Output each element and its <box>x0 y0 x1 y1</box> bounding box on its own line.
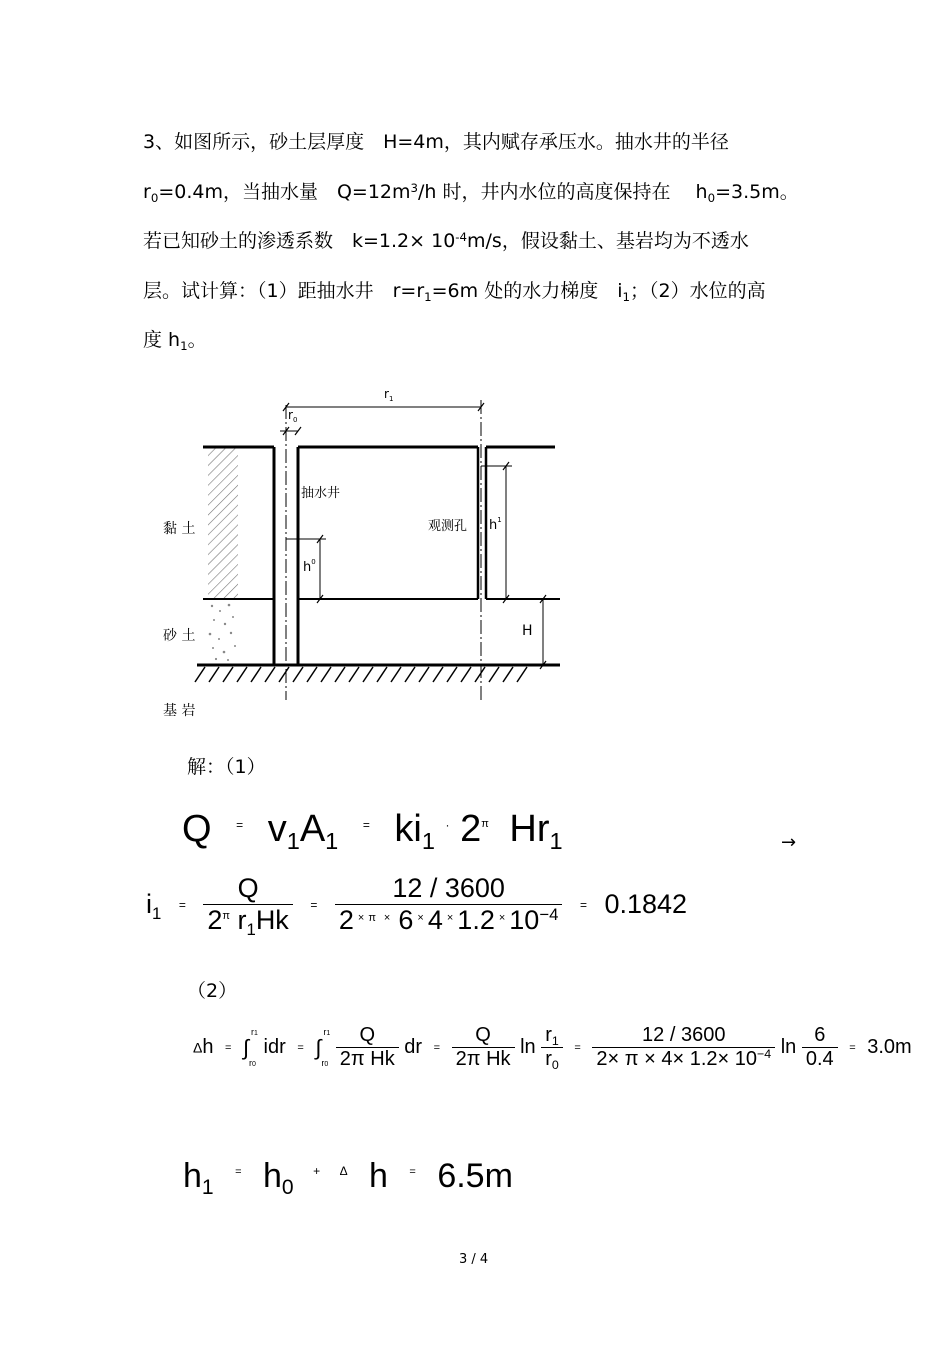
equation-2: $i_1$ = $\frac{Q}{2^\pi r_1Hk}$ = $\frac{12 / 3600}{2 ^\times ^\pi ^\times 6 ^\times 4 ^\times 1.2 ^\times 10^{-4}}$ = 0.1842 <box>146 873 688 939</box>
bedrock-hatch <box>195 667 527 682</box>
label-observation-hole: 观测孔 <box>428 519 468 534</box>
equation-4: $h_1$ = $h_0$ + $^\Delta$ h = 6.5m <box>183 1157 513 1200</box>
label-h0: $h^0$ <box>303 558 316 575</box>
aquifer-diagram <box>140 375 580 725</box>
label-H: H <box>522 623 533 639</box>
page-number: 3 / 4 <box>459 1252 489 1267</box>
label-bedrock: 基 岩 <box>163 703 196 719</box>
problem-line-2: $r_0=0.4m$，当抽水量 $Q=12m^3/h$ 时，井内水位的高度保持在 $h_0=3.5m$。 <box>143 180 799 206</box>
implies-arrow: → <box>781 832 797 853</box>
problem-line-4: 层。试计算：（1）距抽水井 $r=r_1=6m$ 处的水力梯度 $i_1$；（2）水位的高 <box>143 280 766 305</box>
label-r0: $r_0$ <box>288 408 298 424</box>
problem-line-1: 3、如图所示，砂土层厚度 H=4m，其内赋存承压水。抽水井的半径 <box>143 131 729 153</box>
problem-line-3: 若已知砂土的渗透系数 $k=1.2\times 10^{-4}m/s$，假设黏土、基岩均为不透水 <box>143 229 749 252</box>
solution-part1-label: 解：（1） <box>187 756 266 778</box>
label-sand: 砂 土 <box>163 628 196 644</box>
solution-part2-label: （2） <box>187 980 238 1002</box>
problem-line-5: 度 $h_1$。 <box>143 329 207 354</box>
equation-3: Δh = r1 ∫ r0 idr = r1 ∫ r0 $\frac{Q}{\text{2π Hk}}$ dr = $\frac{Q}{\text{2π Hk}}$ ln $\frac{r_1}{r_0}$ = $\frac{12 / 3600}{2\times \pi \times 4\times 1.2\times 10^{-4}}$ ln $\frac{6}{0.4}$ = 3.0m <box>193 1024 912 1073</box>
equation-1: Q = $v_1A_1$ = $ki_1$ · $2^\pi$ $Hr_1$ <box>182 808 563 855</box>
label-r1: $r_1$ <box>384 387 394 403</box>
sand-texture <box>209 604 236 661</box>
label-h1: $h^1$ <box>489 516 502 533</box>
label-clay: 黏 土 <box>163 521 196 537</box>
label-pumping-well: 抽水井 <box>301 486 341 501</box>
clay-hatch <box>208 447 238 599</box>
